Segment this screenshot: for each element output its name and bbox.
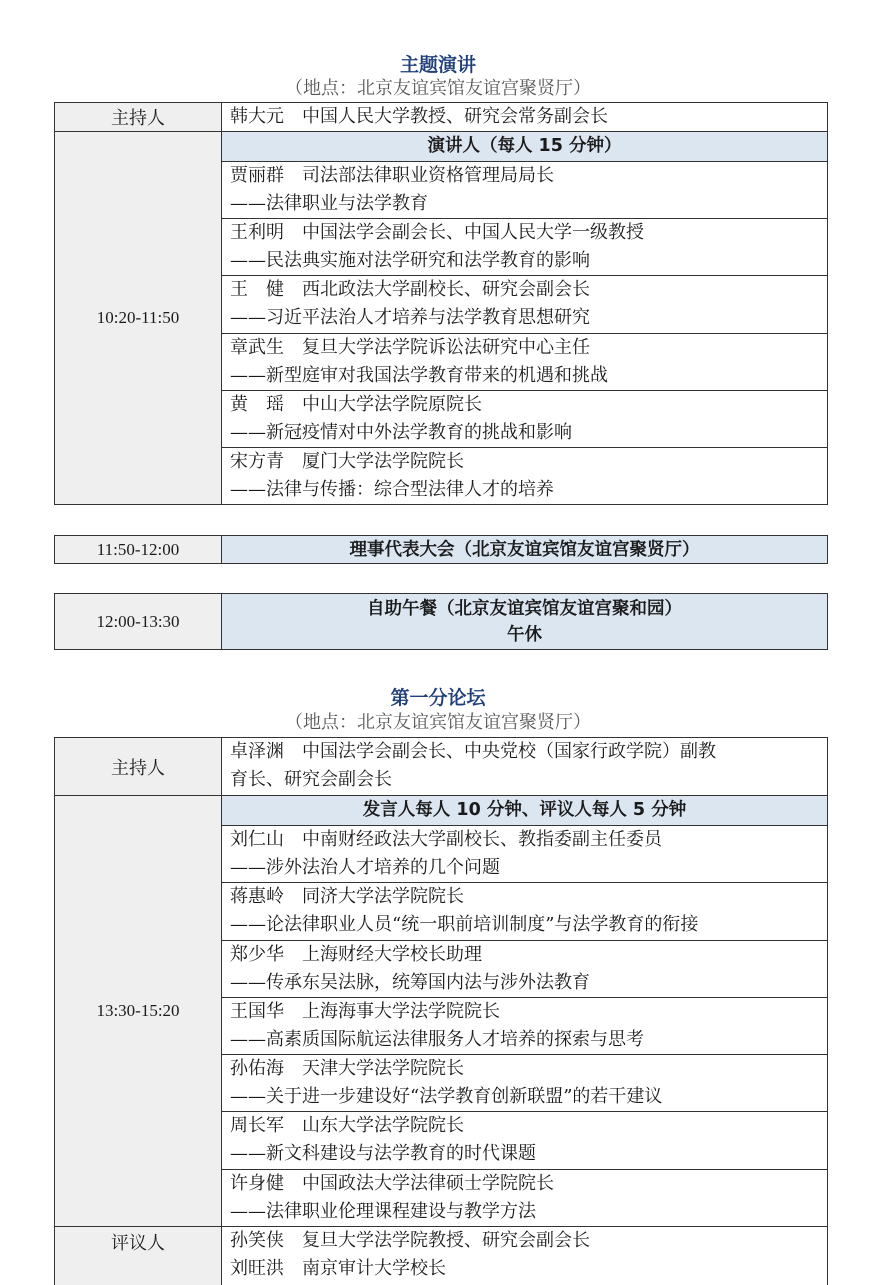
speech-topic: ——涉外法治人才培养的几个问题 — [230, 857, 500, 878]
section1-title: 主题演讲 — [399, 54, 476, 76]
section1-table — [54, 102, 828, 505]
speaker-entry — [222, 882, 827, 940]
host-label: 主持人 — [55, 103, 222, 131]
speech-topic: ——法律与传播：综合型法律人才的培养 — [230, 479, 554, 500]
section2-title: 第一分论坛 — [390, 687, 486, 709]
time-slot: 13:30-15:20 — [55, 796, 222, 1226]
speakers-header: 演讲人（每人 15 分钟） — [222, 132, 827, 161]
reviewer-list — [222, 1227, 827, 1285]
speaker-line: 周长军 山东大学法学院院长 — [230, 1115, 464, 1136]
speaker-entry — [222, 275, 827, 333]
speaker-entry — [222, 390, 827, 447]
time-slot: 12:00-13:30 — [55, 594, 222, 649]
speaker-entry — [222, 1111, 827, 1169]
assembly-table — [54, 535, 828, 564]
speaker-line: 宋方青 厦门大学法学院院长 — [230, 451, 464, 472]
speaker-entry — [222, 940, 827, 997]
section1-host-row — [55, 103, 827, 131]
host-label: 主持人 — [55, 738, 222, 795]
speech-topic: ——新型庭审对我国法学教育带来的机遇和挑战 — [230, 365, 608, 386]
section2-table — [54, 737, 828, 1285]
speaker-entry — [222, 161, 827, 218]
speaker-entry — [222, 218, 827, 275]
speaker-entry — [222, 1169, 827, 1227]
host-name: 韩大元 中国人民大学教授、研究会常务副会长 — [230, 106, 608, 127]
speaker-entry — [222, 333, 827, 390]
lunch-table — [54, 593, 828, 650]
rest-label: 午休 — [507, 624, 542, 645]
time-slot: 10:20-11:50 — [55, 132, 222, 504]
time-slot: 11:50-12:00 — [55, 536, 222, 563]
speaker-line: 许身健 中国政法大学法律硕士学院院长 — [230, 1173, 554, 1194]
speaker-line: 王国华 上海海事大学法学院院长 — [230, 1001, 500, 1022]
speaker-entry — [222, 447, 827, 505]
section2-host-row — [55, 738, 827, 795]
speech-topic: ——新文科建设与法学教育的时代课题 — [230, 1143, 536, 1164]
speech-topic: ——高素质国际航运法律服务人才培养的探索与思考 — [230, 1029, 644, 1050]
speaker-line: 黄 瑶 中山大学法学院原院长 — [230, 394, 482, 415]
speakers-header: 发言人每人 10 分钟、评议人每人 5 分钟 — [222, 796, 827, 825]
reviewer-label: 评议人 — [55, 1227, 222, 1285]
speech-topic: ——论法律职业人员“统一职前培训制度”与法学教育的衔接 — [230, 914, 699, 935]
speaker-line: 王利明 中国法学会副会长、中国人民大学一级教授 — [230, 222, 644, 243]
speaker-line: 孙佑海 天津大学法学院院长 — [230, 1058, 464, 1079]
section2-location: （地点：北京友谊宾馆友谊宫聚贤厅） — [285, 712, 591, 733]
speaker-line: 刘仁山 中南财经政法大学副校长、教指委副主任委员 — [230, 829, 662, 850]
lunch-title: 自助午餐（北京友谊宾馆友谊宫聚和园） — [367, 598, 682, 619]
host-name — [222, 738, 827, 795]
section2-reviewer-row — [55, 1226, 827, 1285]
speech-topic: ——传承东吴法脉，统筹国内法与涉外法教育 — [230, 972, 590, 993]
speech-topic: ——民法典实施对法学研究和法学教育的影响 — [230, 250, 590, 271]
lunch-cell — [222, 594, 827, 649]
speech-topic: ——新冠疫情对中外法学教育的挑战和影响 — [230, 422, 572, 443]
speech-topic: ——法律职业伦理课程建设与教学方法 — [230, 1201, 536, 1222]
speaker-line: 章武生 复旦大学法学院诉讼法研究中心主任 — [230, 337, 590, 358]
speaker-line: 蒋惠岭 同济大学法学院院长 — [230, 886, 464, 907]
host-line: 育长、研究会副会长 — [230, 769, 392, 790]
speaker-line: 王 健 西北政法大学副校长、研究会副会长 — [230, 279, 590, 300]
speaker-line: 贾丽群 司法部法律职业资格管理局局长 — [230, 165, 554, 186]
speaker-entry — [222, 825, 827, 882]
speech-topic: ——习近平法治人才培养与法学教育思想研究 — [230, 307, 590, 328]
assembly-title: 理事代表大会（北京友谊宾馆友谊宫聚贤厅） — [222, 536, 827, 563]
section1-speakers-row — [55, 131, 827, 504]
speech-topic: ——法律职业与法学教育 — [230, 193, 428, 214]
speech-topic: ——关于进一步建设好“法学教育创新联盟”的若干建议 — [230, 1086, 663, 1107]
reviewer-entry: 孙笑侠 复旦大学法学院教授、研究会副会长 — [230, 1230, 590, 1251]
host-line: 卓泽渊 中国法学会副会长、中央党校（国家行政学院）副教 — [230, 741, 716, 762]
reviewer-entry: 刘旺洪 南京审计大学校长 — [230, 1258, 446, 1279]
section1-location: （地点：北京友谊宾馆友谊宫聚贤厅） — [285, 78, 591, 99]
speaker-entry — [222, 1054, 827, 1111]
speaker-line: 郑少华 上海财经大学校长助理 — [230, 944, 482, 965]
speaker-entry — [222, 997, 827, 1054]
section2-speakers-row — [55, 795, 827, 1226]
